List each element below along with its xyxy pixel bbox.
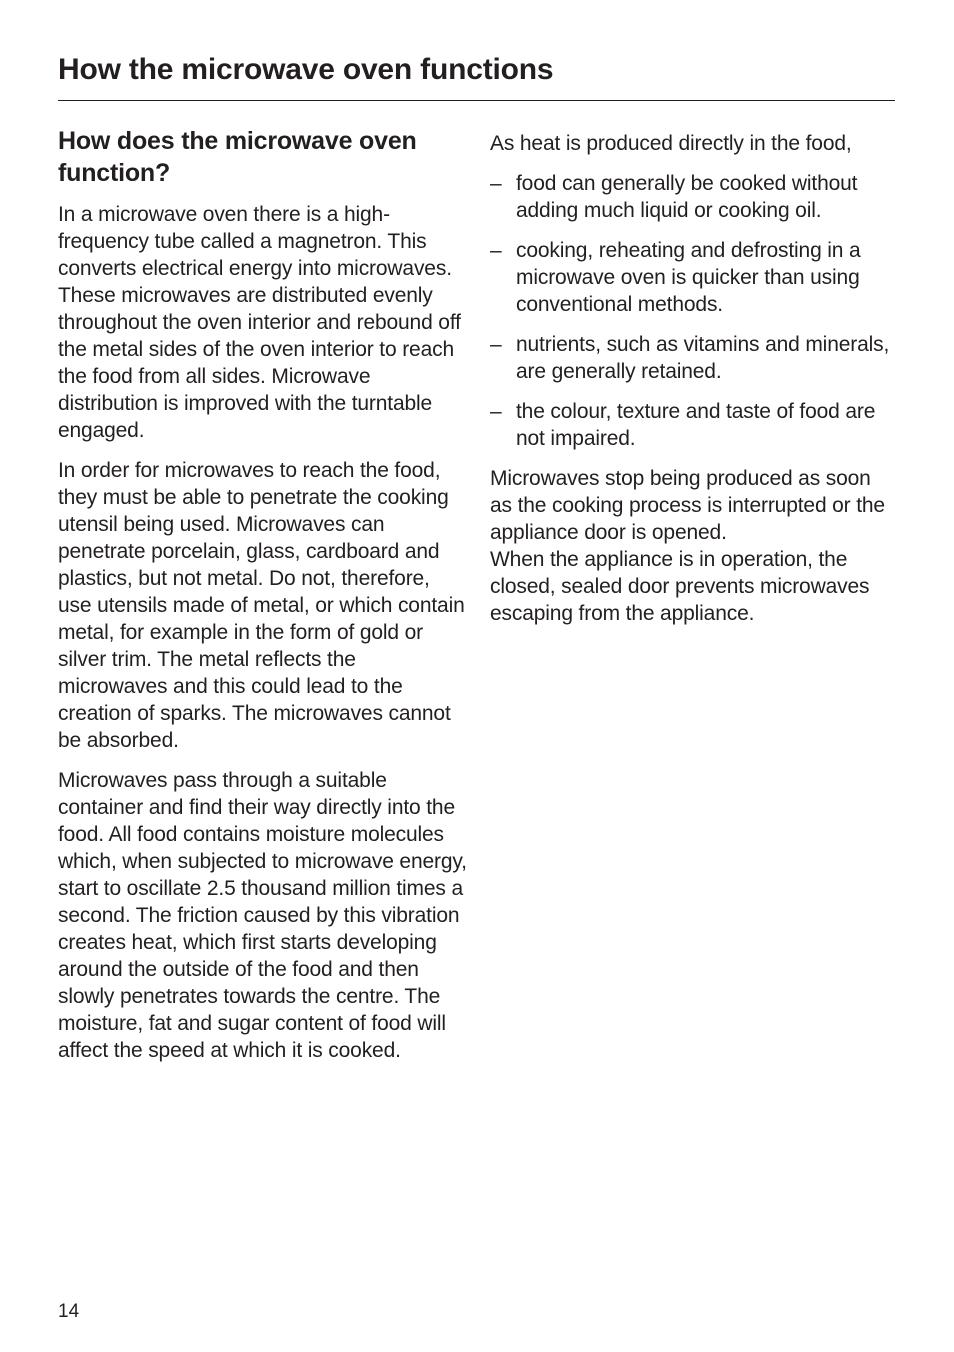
page-number: 14: [58, 1301, 80, 1322]
dash-bullet: –: [490, 400, 502, 423]
dash-bullet: –: [490, 239, 502, 262]
list-item-text: food can generally be cooked without adding much liquid or cooking oil.: [516, 172, 858, 222]
paragraph-sealed-door: When the appliance is in operation, the closed, sealed door prevents microwaves escaping from the appliance.: [490, 548, 870, 625]
list-item-text: cooking, reheating and defrosting in a microwave oven is quicker than using conventional methods.: [516, 239, 861, 316]
dash-bullet: –: [490, 333, 502, 356]
section-heading: How does the microwave oven function?: [58, 127, 417, 187]
paragraph-heating: Microwaves pass through a suitable container and find their way directly into the food. All food contains moisture molecules which, when subjected to microwave energy, start to oscillate 2.5 thousand million times a second. The friction caused by this vibration creates heat, which first starts developing around the outside of the food and then slowly penetrates towards the centre. The moisture, fat and sugar content of food will affect the speed at which it is cooked.: [58, 769, 467, 1062]
dash-bullet: –: [490, 172, 502, 195]
list-item: [490, 170, 895, 224]
list-item: [490, 398, 895, 452]
benefits-list: [490, 170, 895, 452]
list-item-text: the colour, texture and taste of food are not impaired.: [516, 400, 876, 450]
right-column: [490, 130, 895, 640]
list-item-text: nutrients, such as vitamins and minerals, are generally retained.: [516, 333, 890, 383]
paragraph-stop-production: Microwaves stop being produced as soon as the cooking process is interrupted or the appliance door is opened.: [490, 467, 885, 544]
paragraph-utensils: In order for microwaves to reach the food, they must be able to penetrate the cooking utensil being used. Microwaves can penetrate porcelain, glass, cardboard and plastics, but not metal. Do not, therefore, use utensils made of metal, or which contain metal, for example in the form of gold or silver trim. The metal reflects the microwaves and this could lead to the creation of sparks. The microwaves cannot be absorbed.: [58, 459, 465, 752]
list-item: [490, 331, 895, 385]
left-column: [58, 125, 468, 1077]
list-item: [490, 237, 895, 318]
paragraph-heat-intro: As heat is produced directly in the food,: [490, 132, 852, 155]
paragraph-magnetron: In a microwave oven there is a high-frequency tube called a magnetron. This converts electrical energy into microwaves. These microwaves are distributed evenly throughout the oven interior and rebound off the metal sides of the oven interior to reach the food from all sides. Microwave distribution is improved with the turntable engaged.: [58, 203, 461, 442]
page-title: How the microwave oven functions: [58, 53, 554, 86]
title-divider: [58, 100, 895, 101]
